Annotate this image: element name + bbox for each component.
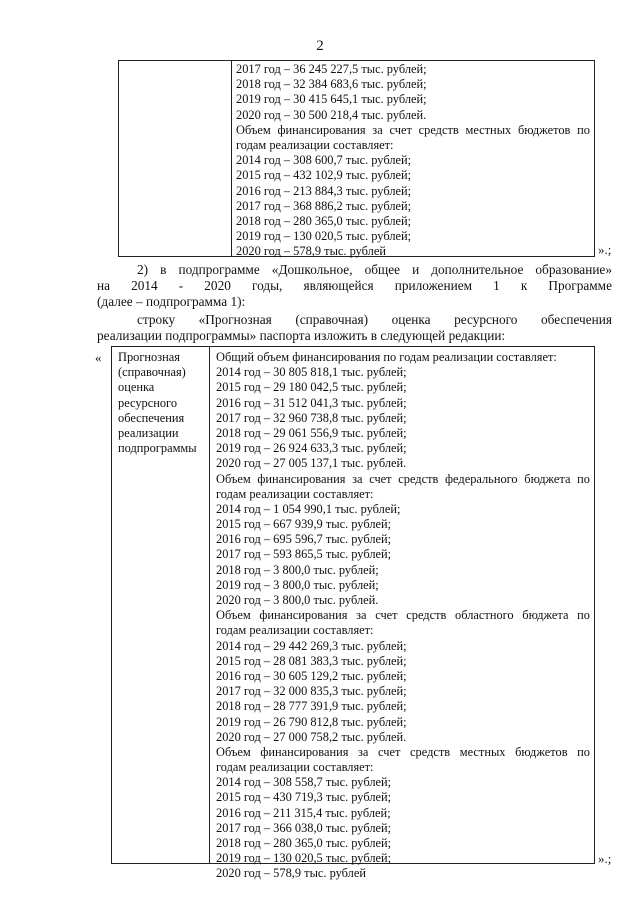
table-line: 2020 год – 27 000 758,2 тыс. рублей.: [216, 729, 407, 744]
table-line: 2015 год – 432 102,9 тыс. рублей;: [236, 168, 412, 183]
table-line: Общий объем финансирования по годам реализации составляет:: [216, 350, 557, 364]
table-line: годам реализации составляет:: [236, 137, 394, 152]
table-line: 2017 год – 366 038,0 тыс. рублей;: [216, 820, 392, 835]
label-line: Прогнозная: [118, 350, 180, 364]
table-line: 2020 год – 3 800,0 тыс. рублей.: [216, 593, 379, 607]
table-line: 2019 год – 130 020,5 тыс. рублей;: [216, 851, 392, 866]
table-line: 2015 год – 667 939,9 тыс. рублей;: [216, 517, 392, 532]
page-number: 2: [316, 38, 324, 54]
table-line: 2016 год – 211 315,4 тыс. рублей;: [216, 805, 391, 820]
table-line: годам реализации составляет:: [216, 760, 374, 775]
closing-quote-mark: ».;: [598, 242, 612, 257]
paragraph-line: 2) в подпрограмме «Дошкольное, общее и дополнительное образование»: [137, 262, 612, 277]
table-line: 2016 год – 213 884,3 тыс. рублей;: [236, 183, 412, 198]
table-line: 2016 год – 695 596,7 тыс. рублей;: [216, 532, 392, 547]
table-line: 2019 год – 26 924 633,3 тыс. рублей;: [216, 441, 407, 456]
table-line: 2019 год – 26 790 812,8 тыс. рублей;: [216, 714, 407, 729]
label-line: (справочная): [118, 365, 186, 380]
table-line: 2016 год – 30 605 129,2 тыс. рублей;: [216, 668, 407, 683]
table-line: 2020 год – 578,9 тыс. рублей: [236, 244, 386, 259]
opening-quote-mark: «: [95, 350, 102, 365]
table-line: Объем финансирования за счет средств местных бюджетов по: [216, 744, 590, 759]
table-line: 2016 год – 31 512 041,3 тыс. рублей;: [216, 395, 407, 410]
table-line: 2019 год – 130 020,5 тыс. рублей;: [236, 229, 412, 244]
table-label-cell-empty: [119, 61, 232, 256]
paragraph-line: на 2014 - 2020 годы, являющейся приложением 1 к Программе: [97, 278, 612, 293]
label-line: оценка: [118, 380, 155, 395]
paragraph-instruction: [97, 312, 612, 344]
table-line: годам реализации составляет:: [216, 623, 374, 638]
table-label-cell: [112, 347, 210, 863]
label-line: ресурсного: [118, 395, 178, 410]
table-line: 2017 год – 368 886,2 тыс. рублей;: [236, 198, 412, 213]
table-line: 2020 год – 30 500 218,4 тыс. рублей.: [236, 107, 427, 122]
table-line: 2018 год – 280 365,0 тыс. рублей;: [216, 836, 392, 850]
table-line: 2018 год – 28 777 391,9 тыс. рублей;: [216, 699, 407, 714]
table-line: 2018 год – 32 384 683,6 тыс. рублей;: [236, 77, 427, 92]
table-line: 2014 год – 29 442 269,3 тыс. рублей;: [216, 638, 407, 653]
label-line: обеспечения: [118, 410, 185, 425]
label-line: реализации: [118, 425, 179, 440]
table-line: Объем финансирования за счет средств областного бюджета по: [216, 608, 590, 623]
table-line: 2017 год – 32 000 835,3 тыс. рублей;: [216, 684, 407, 699]
paragraph-line: реализации подпрограммы» паспорта изложить в следующей редакции:: [97, 328, 506, 343]
table-line: 2017 год – 32 960 738,8 тыс. рублей;: [216, 410, 407, 425]
table-line: 2018 год – 3 800,0 тыс. рублей;: [216, 562, 379, 577]
table-value-cell: [236, 62, 590, 259]
table-line: 2017 год – 36 245 227,5 тыс. рублей;: [236, 62, 427, 76]
table-value-cell: [216, 350, 590, 882]
funding-table-continuation: [118, 60, 595, 257]
paragraph-line: строку «Прогнозная (справочная) оценка ресурсного обеспечения: [137, 312, 612, 327]
table-line: 2014 год – 308 558,7 тыс. рублей;: [216, 775, 392, 790]
table-line: 2019 год – 3 800,0 тыс. рублей;: [216, 577, 379, 592]
label-line: подпрограммы: [118, 441, 197, 456]
table-line: Объем финансирования за счет средств федерального бюджета по: [216, 471, 590, 486]
table-line: 2019 год – 30 415 645,1 тыс. рублей;: [236, 92, 427, 107]
table-line: 2018 год – 29 061 556,9 тыс. рублей;: [216, 425, 407, 440]
table-line: 2017 год – 593 865,5 тыс. рублей;: [216, 547, 392, 562]
table-line: 2015 год – 29 180 042,5 тыс. рублей;: [216, 380, 407, 395]
resource-estimate-table: [111, 346, 595, 881]
table-line: Объем финансирования за счет средств местных бюджетов по: [236, 122, 590, 137]
table-line: 2018 год – 280 365,0 тыс. рублей;: [236, 213, 412, 228]
table-line: 2014 год – 1 054 990,1 тыс. рублей;: [216, 501, 401, 516]
table-line: 2014 год – 30 805 818,1 тыс. рублей;: [216, 365, 407, 380]
table-line: 2020 год – 27 005 137,1 тыс. рублей.: [216, 456, 407, 471]
table-line: 2015 год – 28 081 383,3 тыс. рублей;: [216, 653, 407, 668]
table-line: годам реализации составляет:: [216, 486, 374, 501]
closing-quote-mark: ».;: [598, 851, 612, 866]
paragraph-subprogram: [97, 262, 612, 310]
table-line: 2015 год – 430 719,3 тыс. рублей;: [216, 790, 392, 805]
paragraph-line: (далее – подпрограмма 1):: [97, 294, 246, 309]
table-line: 2014 год – 308 600,7 тыс. рублей;: [236, 153, 412, 168]
table-line: 2020 год – 578,9 тыс. рублей: [216, 866, 366, 881]
